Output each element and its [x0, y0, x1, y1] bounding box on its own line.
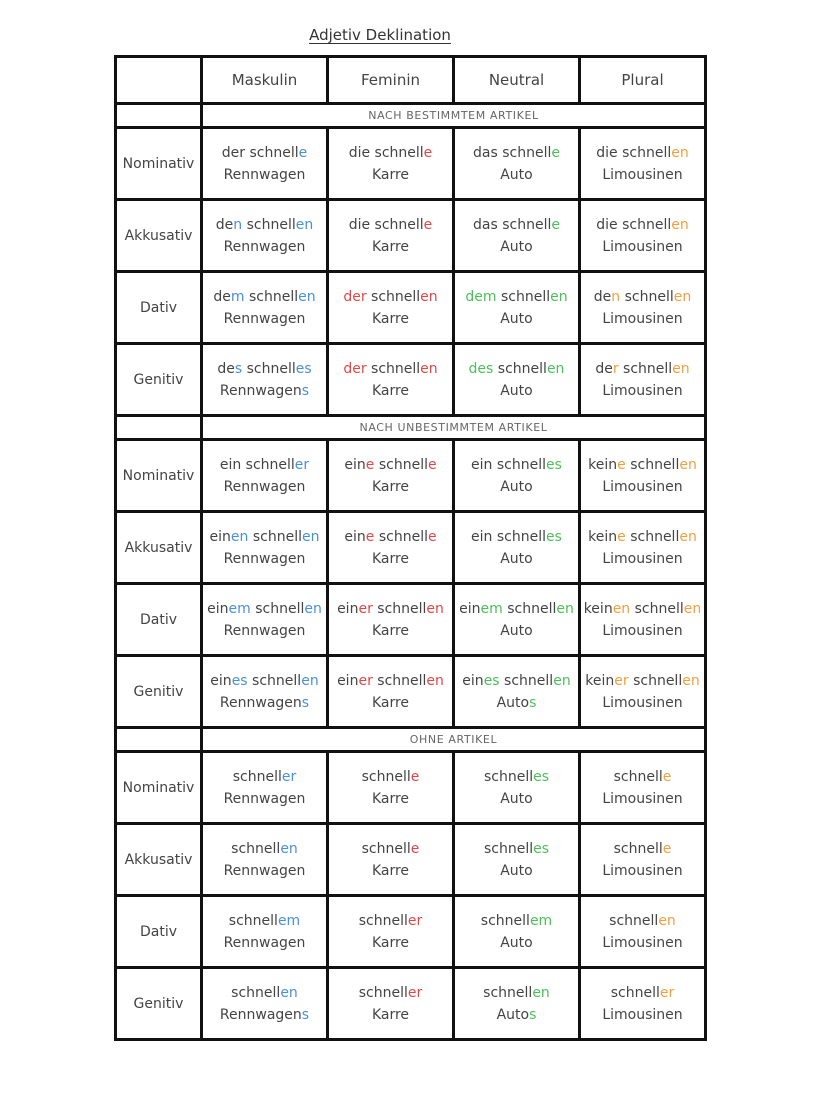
- ending-highlight: s: [301, 382, 310, 399]
- declension-cell: [202, 896, 328, 968]
- ending-highlight: en: [426, 600, 444, 617]
- header-neutral: Neutral: [454, 57, 580, 104]
- ending-highlight: en: [230, 528, 249, 545]
- word-text: Rennwagen: [223, 790, 306, 807]
- ending-highlight: en: [679, 528, 697, 545]
- word-text: ein: [344, 456, 366, 473]
- declension-cell: [202, 824, 328, 896]
- ending-highlight: em: [228, 600, 251, 617]
- ending-highlight: n: [611, 288, 621, 305]
- ending-highlight: dem: [465, 288, 497, 305]
- ending-highlight: en: [671, 144, 689, 161]
- declension-cell: [454, 656, 580, 728]
- word-text: das schnell: [473, 216, 552, 233]
- case-label: Dativ: [116, 896, 202, 968]
- word-text: Karre: [371, 382, 410, 399]
- ending-highlight: er: [358, 600, 373, 617]
- ending-highlight: en: [683, 600, 702, 617]
- declension-cell: [454, 896, 580, 968]
- case-label: Nominativ: [116, 440, 202, 512]
- ending-highlight: en: [679, 456, 697, 473]
- word-text: ein schnell: [219, 456, 295, 473]
- declension-cell: [454, 752, 580, 824]
- case-label: Akkusativ: [116, 824, 202, 896]
- declension-cell: [328, 584, 454, 656]
- ending-highlight: en: [553, 672, 571, 689]
- word-text: schnell: [374, 528, 428, 545]
- word-text: schnell: [480, 912, 530, 929]
- word-text: schnell: [358, 984, 408, 1001]
- table-row: [116, 968, 706, 1040]
- word-text: Rennwagen: [223, 550, 306, 567]
- ending-highlight: e: [365, 528, 375, 545]
- ending-highlight: en: [304, 600, 322, 617]
- section-blank-cell: [116, 416, 202, 440]
- word-text: schnell: [244, 288, 299, 305]
- word-text: Rennwagen: [219, 694, 302, 711]
- ending-highlight: en: [426, 672, 444, 689]
- word-text: schnell: [625, 528, 680, 545]
- ending-highlight: er: [614, 672, 629, 689]
- ending-highlight: s: [301, 694, 310, 711]
- section-row: [116, 416, 706, 440]
- word-text: schnell: [250, 600, 305, 617]
- case-label: Akkusativ: [116, 512, 202, 584]
- word-text: Limousinen: [602, 790, 683, 807]
- declension-cell: [328, 440, 454, 512]
- table-row: [116, 512, 706, 584]
- word-text: Limousinen: [602, 934, 683, 951]
- ending-highlight: e: [617, 456, 626, 473]
- word-text: schnell: [231, 840, 281, 857]
- ending-highlight: er: [358, 672, 373, 689]
- ending-highlight: er: [294, 456, 310, 473]
- declension-cell: [454, 344, 580, 416]
- ending-highlight: en: [671, 216, 689, 233]
- ending-highlight: s: [234, 360, 243, 377]
- ending-highlight: der: [343, 288, 367, 305]
- declension-cell: [328, 824, 454, 896]
- ending-highlight: er: [281, 768, 297, 785]
- word-text: Rennwagen: [223, 934, 306, 951]
- word-text: Rennwagen: [223, 166, 306, 183]
- word-text: schnell: [228, 912, 278, 929]
- declension-cell: [580, 200, 706, 272]
- declension-cell: [580, 272, 706, 344]
- ending-highlight: en: [658, 912, 676, 929]
- ending-highlight: e: [410, 840, 420, 857]
- ending-highlight: s: [529, 1006, 537, 1023]
- word-text: de: [593, 288, 612, 305]
- ending-highlight: en: [301, 672, 319, 689]
- ending-highlight: en: [672, 360, 690, 377]
- word-text: de: [213, 288, 231, 305]
- word-text: schnell: [248, 528, 302, 545]
- declension-cell: [580, 512, 706, 584]
- declension-cell: [202, 656, 328, 728]
- word-text: schnell: [483, 840, 534, 857]
- section-row: [116, 104, 706, 128]
- declension-cell: [454, 824, 580, 896]
- word-text: ein: [207, 600, 229, 617]
- ending-highlight: em: [529, 912, 553, 929]
- word-text: ein: [459, 600, 481, 617]
- table-row: [116, 656, 706, 728]
- ending-highlight: es: [533, 768, 550, 785]
- word-text: Auto: [500, 166, 533, 183]
- ending-highlight: em: [480, 600, 503, 617]
- section-label: NACH UNBESTIMMTEM ARTIKEL: [202, 416, 706, 440]
- word-text: der schnell: [221, 144, 299, 161]
- table-row: [116, 752, 706, 824]
- ending-highlight: des: [468, 360, 494, 377]
- table-row: [116, 896, 706, 968]
- word-text: schnell: [499, 672, 554, 689]
- word-text: die schnell: [596, 216, 672, 233]
- ending-highlight: en: [280, 840, 298, 857]
- word-text: Karre: [371, 862, 410, 879]
- ending-highlight: en: [420, 360, 438, 377]
- section-blank-cell: [116, 104, 202, 128]
- word-text: schnell: [613, 840, 663, 857]
- word-text: schnell: [358, 912, 408, 929]
- word-text: kein: [588, 456, 618, 473]
- case-label: Genitiv: [116, 968, 202, 1040]
- section-blank-cell: [116, 728, 202, 752]
- ending-highlight: s: [529, 694, 537, 711]
- word-text: schnell: [630, 600, 684, 617]
- declension-cell: [454, 440, 580, 512]
- word-text: Auto: [500, 238, 533, 255]
- word-text: Auto: [500, 934, 533, 951]
- word-text: Karre: [371, 166, 410, 183]
- case-label: Nominativ: [116, 752, 202, 824]
- ending-highlight: es: [546, 528, 562, 545]
- word-text: die schnell: [348, 216, 424, 233]
- declension-cell: [580, 824, 706, 896]
- ending-highlight: n: [233, 216, 243, 233]
- declension-cell: [328, 968, 454, 1040]
- word-text: ein: [337, 672, 359, 689]
- word-text: Karre: [371, 622, 410, 639]
- page-title: Adjetiv Deklination: [309, 26, 451, 44]
- ending-highlight: es: [231, 672, 248, 689]
- section-label: OHNE ARTIKEL: [202, 728, 706, 752]
- declension-cell: [580, 440, 706, 512]
- declension-cell: [202, 128, 328, 200]
- ending-highlight: en: [301, 528, 320, 545]
- word-text: ein: [337, 600, 359, 617]
- ending-highlight: e: [617, 528, 626, 545]
- case-label: Dativ: [116, 584, 202, 656]
- word-text: Limousinen: [602, 1006, 683, 1023]
- ending-highlight: e: [662, 840, 672, 857]
- section-row: [116, 728, 706, 752]
- ending-highlight: e: [662, 768, 672, 785]
- ending-highlight: r: [612, 360, 619, 377]
- word-text: Auto: [500, 622, 533, 639]
- ending-highlight: es: [483, 672, 500, 689]
- case-label: Nominativ: [116, 128, 202, 200]
- word-text: Limousinen: [602, 478, 683, 495]
- table-row: [116, 824, 706, 896]
- word-text: schnell: [242, 360, 296, 377]
- word-text: schnell: [366, 288, 421, 305]
- word-text: Limousinen: [602, 550, 683, 567]
- word-text: Auto: [500, 550, 533, 567]
- word-text: schnell: [483, 768, 534, 785]
- word-text: Limousinen: [602, 694, 683, 711]
- ending-highlight: es: [533, 840, 550, 857]
- declension-cell: [580, 344, 706, 416]
- declension-cell: [580, 968, 706, 1040]
- word-text: schnell: [361, 840, 411, 857]
- table-row: [116, 272, 706, 344]
- word-text: kein: [588, 528, 618, 545]
- declension-cell: [580, 128, 706, 200]
- ending-highlight: en: [546, 360, 565, 377]
- ending-highlight: e: [365, 456, 375, 473]
- word-text: Rennwagen: [223, 238, 306, 255]
- case-label: Genitiv: [116, 656, 202, 728]
- word-text: ein: [344, 528, 366, 545]
- ending-highlight: der: [343, 360, 367, 377]
- table-row: [116, 584, 706, 656]
- word-text: kein: [585, 672, 615, 689]
- declension-cell: [328, 128, 454, 200]
- word-text: schnell: [610, 984, 660, 1001]
- word-text: Auto: [496, 1006, 530, 1023]
- case-label: Akkusativ: [116, 200, 202, 272]
- declension-cell: [580, 752, 706, 824]
- word-text: Auto: [500, 790, 533, 807]
- case-label: Dativ: [116, 272, 202, 344]
- table-row: [116, 344, 706, 416]
- word-text: ein: [462, 672, 484, 689]
- ending-highlight: e: [410, 768, 420, 785]
- ending-highlight: en: [295, 216, 314, 233]
- declension-cell: [454, 272, 580, 344]
- word-text: ein schnell: [471, 456, 547, 473]
- word-text: das schnell: [473, 144, 552, 161]
- ending-highlight: e: [298, 144, 308, 161]
- declension-cell: [328, 272, 454, 344]
- word-text: schnell: [361, 768, 411, 785]
- word-text: schnell: [372, 672, 427, 689]
- word-text: Auto: [500, 310, 533, 327]
- declension-cell: [580, 656, 706, 728]
- declension-cell: [454, 584, 580, 656]
- section-label: NACH BESTIMMTEM ARTIKEL: [202, 104, 706, 128]
- word-text: die schnell: [596, 144, 672, 161]
- word-text: kein: [583, 600, 613, 617]
- declension-cell: [328, 896, 454, 968]
- declension-cell: [454, 128, 580, 200]
- word-text: Rennwagen: [219, 1006, 302, 1023]
- word-text: Limousinen: [602, 622, 683, 639]
- word-text: Limousinen: [602, 382, 683, 399]
- word-text: Limousinen: [602, 166, 683, 183]
- word-text: Limousinen: [602, 238, 683, 255]
- declension-cell: [328, 512, 454, 584]
- declension-table: [114, 55, 707, 1041]
- declension-cell: [454, 512, 580, 584]
- word-text: ein schnell: [471, 528, 547, 545]
- word-text: schnell: [496, 288, 551, 305]
- word-text: Rennwagen: [223, 862, 306, 879]
- header-plural: Plural: [580, 57, 706, 104]
- word-text: Auto: [500, 862, 533, 879]
- word-text: schnell: [613, 768, 663, 785]
- ending-highlight: e: [551, 144, 560, 161]
- word-text: Auto: [496, 694, 530, 711]
- declension-cell: [454, 200, 580, 272]
- declension-cell: [202, 440, 328, 512]
- word-text: Karre: [371, 694, 410, 711]
- header-row: [116, 57, 706, 104]
- ending-highlight: en: [532, 984, 550, 1001]
- word-text: Limousinen: [602, 310, 683, 327]
- word-text: Karre: [371, 550, 410, 567]
- word-text: schnell: [502, 600, 557, 617]
- ending-highlight: s: [301, 1006, 310, 1023]
- declension-cell: [202, 272, 328, 344]
- word-text: ein: [210, 672, 232, 689]
- word-text: Karre: [371, 1006, 410, 1023]
- word-text: Rennwagen: [219, 382, 302, 399]
- declension-cell: [328, 752, 454, 824]
- word-text: schnell: [232, 768, 282, 785]
- case-label: Genitiv: [116, 344, 202, 416]
- declension-cell: [328, 344, 454, 416]
- table-row: [116, 200, 706, 272]
- ending-highlight: en: [420, 288, 438, 305]
- word-text: schnell: [625, 456, 680, 473]
- ending-highlight: en: [682, 672, 700, 689]
- declension-cell: [328, 200, 454, 272]
- word-text: Karre: [371, 934, 410, 951]
- ending-highlight: es: [295, 360, 312, 377]
- word-text: schnell: [618, 360, 673, 377]
- word-text: schnell: [483, 984, 533, 1001]
- word-text: schnell: [374, 456, 428, 473]
- word-text: Auto: [500, 382, 533, 399]
- word-text: Karre: [371, 478, 410, 495]
- declension-cell: [454, 968, 580, 1040]
- declension-cell: [328, 656, 454, 728]
- ending-highlight: m: [230, 288, 245, 305]
- ending-highlight: en: [673, 288, 692, 305]
- table-row: [116, 440, 706, 512]
- ending-highlight: en: [612, 600, 631, 617]
- word-text: Karre: [371, 790, 410, 807]
- ending-highlight: em: [277, 912, 301, 929]
- ending-highlight: en: [280, 984, 298, 1001]
- word-text: Karre: [371, 238, 410, 255]
- word-text: de: [595, 360, 613, 377]
- word-text: schnell: [247, 672, 302, 689]
- ending-highlight: e: [423, 216, 433, 233]
- declension-cell: [202, 968, 328, 1040]
- ending-highlight: er: [407, 912, 423, 929]
- table-row: [116, 128, 706, 200]
- ending-highlight: e: [427, 528, 437, 545]
- word-text: schnell: [628, 672, 683, 689]
- header-maskulin: Maskulin: [202, 57, 328, 104]
- word-text: Rennwagen: [223, 478, 306, 495]
- word-text: schnell: [620, 288, 674, 305]
- ending-highlight: e: [423, 144, 433, 161]
- word-text: Karre: [371, 310, 410, 327]
- declension-cell: [202, 752, 328, 824]
- word-text: schnell: [242, 216, 296, 233]
- word-text: Rennwagen: [223, 622, 306, 639]
- header-feminin: Feminin: [328, 57, 454, 104]
- declension-cell: [202, 344, 328, 416]
- declension-cell: [202, 512, 328, 584]
- word-text: schnell: [231, 984, 281, 1001]
- ending-highlight: en: [298, 288, 316, 305]
- declension-cell: [580, 896, 706, 968]
- ending-highlight: e: [427, 456, 437, 473]
- ending-highlight: er: [407, 984, 423, 1001]
- word-text: die schnell: [348, 144, 424, 161]
- word-text: schnell: [372, 600, 427, 617]
- word-text: Limousinen: [602, 862, 683, 879]
- word-text: Auto: [500, 478, 533, 495]
- ending-highlight: es: [546, 456, 562, 473]
- word-text: de: [215, 216, 234, 233]
- word-text: schnell: [366, 360, 421, 377]
- ending-highlight: e: [551, 216, 560, 233]
- declension-cell: [202, 584, 328, 656]
- word-text: schnell: [609, 912, 659, 929]
- ending-highlight: er: [659, 984, 675, 1001]
- ending-highlight: en: [556, 600, 574, 617]
- word-text: ein: [209, 528, 231, 545]
- declension-cell: [202, 200, 328, 272]
- word-text: de: [217, 360, 235, 377]
- word-text: schnell: [493, 360, 547, 377]
- declension-cell: [580, 584, 706, 656]
- corner-cell: [116, 57, 202, 104]
- ending-highlight: en: [550, 288, 568, 305]
- word-text: Rennwagen: [223, 310, 306, 327]
